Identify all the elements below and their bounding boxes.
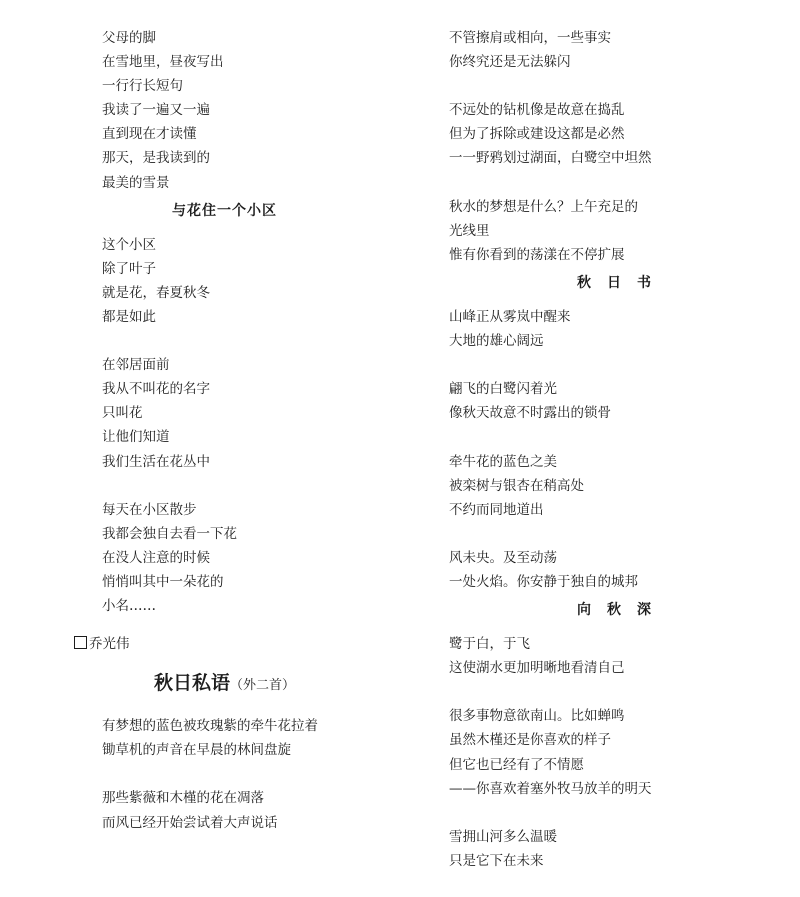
poem-line: 在雪地里，昼夜写出 — [102, 54, 224, 71]
stanza — [449, 377, 779, 425]
stanza — [449, 98, 779, 170]
poem-line: 在没人注意的时候 — [102, 549, 210, 566]
stanza — [449, 546, 779, 594]
poem-line: 一处火焰。你安静于独自的城邦 — [449, 573, 638, 590]
poem-line: 那些紫薇和木槿的花在凋落 — [102, 790, 264, 807]
stanza-gap — [449, 171, 779, 195]
author-byline — [74, 632, 402, 656]
poem-line: 牵牛花的蓝色之美 — [449, 453, 557, 470]
stanza — [102, 498, 402, 618]
stanza-gap — [449, 353, 779, 377]
poem-line: 除了叶子 — [102, 260, 156, 277]
poem-line: 虽然木槿还是你喜欢的样子 — [449, 732, 611, 749]
poem-line: 只是它下在未来 — [449, 852, 544, 869]
stanza-gap — [449, 801, 779, 825]
stanza-gap — [102, 762, 402, 786]
stanza-gap — [102, 329, 402, 353]
stanza — [102, 786, 402, 834]
stanza — [102, 714, 402, 762]
poem-title-autumn-book: 秋日书 — [577, 274, 667, 291]
poem-line: 你终究还是无法躲闪 — [449, 54, 571, 71]
poem-line: 直到现在才读懂 — [102, 126, 197, 143]
poem-line: 惟有你看到的荡漾在不停扩展 — [449, 246, 625, 263]
poem-line: 我读了一遍又一遍 — [102, 102, 210, 119]
main-title — [102, 668, 402, 698]
poem-line: 在邻居面前 — [102, 357, 170, 374]
stanza — [449, 450, 779, 522]
left-column — [89, 26, 402, 835]
poem-line: 锄草机的声音在早晨的林间盘旋 — [102, 742, 291, 759]
poem-line: 每天在小区散步 — [102, 501, 197, 518]
stanza — [449, 704, 779, 800]
stanza-gap — [449, 425, 779, 449]
poem-line: 翩飞的白鹭闪着光 — [449, 381, 557, 398]
poem-line: 有梦想的蓝色被玫瑰紫的牵牛花拉着 — [102, 718, 318, 735]
poem-line: 大地的雄心阔远 — [449, 333, 544, 350]
poem-line: 不约而同地道出 — [449, 501, 544, 518]
poem-line: 悄悄叫其中一朵花的 — [102, 573, 224, 590]
stanza — [449, 195, 779, 267]
poem-title-toward-autumn: 向秋深 — [577, 602, 667, 619]
poem-line: 山峰正从雾岚中醒来 — [449, 308, 571, 325]
poem-line: 我们生活在花丛中 — [102, 453, 210, 470]
square-box-icon — [74, 636, 87, 649]
poem-line: 风未央。及至动荡 — [449, 549, 557, 566]
poem-line: 让他们知道 — [102, 429, 170, 446]
main-title-note: （外二首） — [230, 678, 296, 694]
poem-line: 像秋天故意不时露出的锁骨 — [449, 405, 611, 422]
stanza-gap — [449, 74, 779, 98]
poem-line: 不远处的钻机像是故意在捣乱 — [449, 102, 625, 119]
poem-line: 一行行长短句 — [102, 78, 183, 95]
poem-line: 这使湖水更加明晰地看清自己 — [449, 660, 625, 677]
main-title-text: 秋日私语 — [154, 672, 231, 695]
poem-line: 只叫花 — [102, 405, 143, 422]
poem-line: 都是如此 — [102, 308, 156, 325]
poem-line: 我都会独自去看一下花 — [102, 525, 237, 542]
poem-line: 父母的脚 — [102, 30, 156, 46]
poem-line: 最美的雪景 — [102, 174, 170, 191]
poem-title-flowers: 与花住一个小区 — [172, 202, 277, 219]
poem-line: ——你喜欢着塞外牧马放羊的明天 — [449, 780, 652, 797]
poem-tail-stanza — [102, 26, 402, 195]
poem-line: 那天，是我读到的 — [102, 150, 210, 167]
right-column — [449, 26, 779, 873]
stanza-gap — [102, 474, 402, 498]
stanza — [449, 825, 779, 873]
poem-line: 小名…… — [102, 598, 156, 615]
stanza — [449, 632, 779, 680]
stanza — [102, 233, 402, 329]
poem-line: 被栾树与银杏在稍高处 — [449, 477, 584, 494]
poem-line: 而风已经开始尝试着大声说话 — [102, 814, 278, 831]
poem-line: 我从不叫花的名字 — [102, 381, 210, 398]
poem-line: 不管擦肩或相向，一些事实 — [449, 30, 611, 46]
poem-line: 雪拥山河多么温暖 — [449, 828, 557, 845]
poem-line: 但它也已经有了不情愿 — [449, 756, 584, 773]
poem-line: 光线里 — [449, 222, 490, 239]
author-name: 乔光伟 — [89, 636, 130, 653]
stanza-gap — [449, 522, 779, 546]
stanza-gap — [449, 680, 779, 704]
stanza — [449, 305, 779, 353]
stanza — [449, 26, 779, 74]
poem-line: 秋水的梦想是什么？上午充足的 — [449, 198, 638, 215]
poem-line: 这个小区 — [102, 236, 156, 253]
poem-line: 就是花，春夏秋冬 — [102, 284, 210, 301]
poem-line: 很多事物意欲南山。比如蝉鸣 — [449, 708, 625, 725]
poem-line: 鹭于白，于飞 — [449, 636, 530, 653]
poem-line: 一一野鸦划过湖面，白鹭空中坦然 — [449, 150, 652, 167]
stanza — [102, 353, 402, 473]
poem-line: 但为了拆除或建设这都是必然 — [449, 126, 625, 143]
